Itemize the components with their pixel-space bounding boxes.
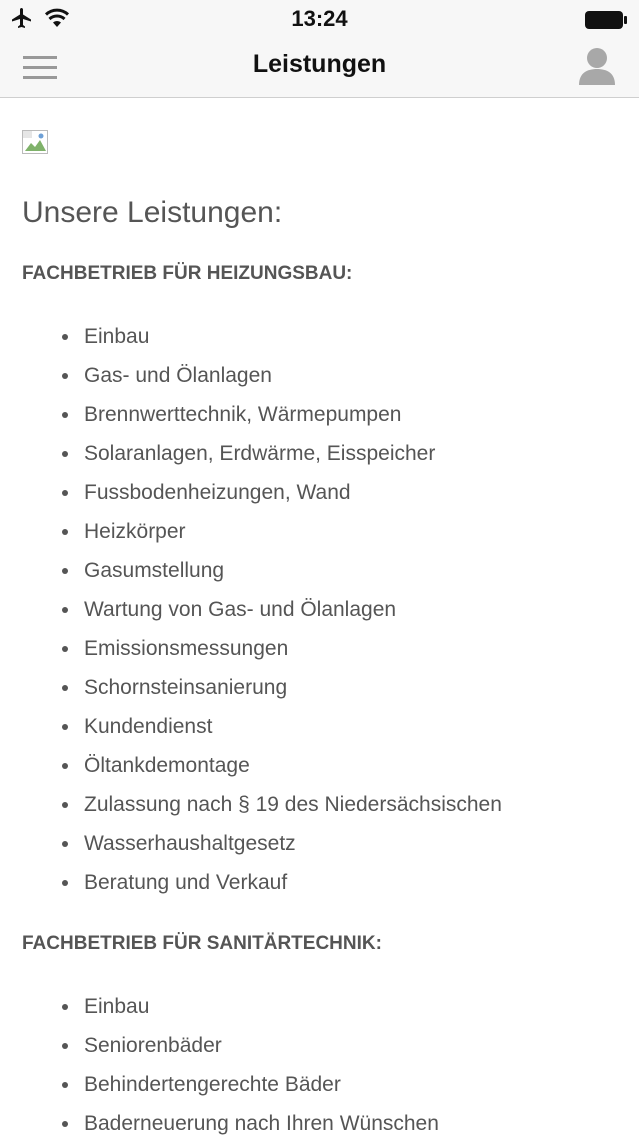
list-item: Gas- und Ölanlagen	[0, 356, 502, 395]
list-item: Kundendienst	[0, 707, 502, 746]
battery-icon	[585, 11, 627, 29]
user-icon	[579, 47, 615, 85]
list-item: Schornsteinsanierung	[0, 668, 502, 707]
status-bar	[0, 0, 639, 40]
heating-services-list	[0, 317, 502, 902]
list-item: Baderneuerung nach Ihren Wünschen	[0, 1104, 439, 1136]
list-item: Öltankdemontage	[0, 746, 502, 785]
list-item: Heizkörper	[0, 512, 502, 551]
list-item: Einbau	[0, 317, 502, 356]
list-item: Zulassung nach § 19 des Niedersächsischen	[0, 785, 502, 824]
list-item: Emissionsmessungen	[0, 629, 502, 668]
content-area	[0, 98, 639, 1136]
section-main-heading: Unsere Leistungen:	[22, 196, 283, 229]
page-title: Leistungen	[252, 50, 387, 78]
list-item: Wartung von Gas- und Ölanlagen	[0, 590, 502, 629]
sanitary-section-heading: FACHBETRIEB FÜR SANITÄRTECHNIK:	[22, 933, 382, 954]
list-item: Seniorenbäder	[0, 1026, 439, 1065]
list-item: Behindertengerechte Bäder	[0, 1065, 439, 1104]
broken-image-icon	[22, 130, 48, 154]
status-time: 13:24	[291, 6, 348, 31]
list-item: Einbau	[0, 987, 439, 1026]
list-item: Gasumstellung	[0, 551, 502, 590]
heating-section-heading: FACHBETRIEB FÜR HEIZUNGSBAU:	[22, 263, 353, 284]
list-item: Brennwerttechnik, Wärmepumpen	[0, 395, 502, 434]
sanitary-services-list	[0, 987, 439, 1136]
user-button[interactable]	[575, 44, 619, 88]
list-item: Wasserhaushaltgesetz	[0, 824, 502, 863]
navigation-bar	[0, 40, 639, 98]
list-item: Fussbodenheizungen, Wand	[0, 473, 502, 512]
list-item: Solaranlagen, Erdwärme, Eisspeicher	[0, 434, 502, 473]
list-item: Beratung und Verkauf	[0, 863, 502, 902]
